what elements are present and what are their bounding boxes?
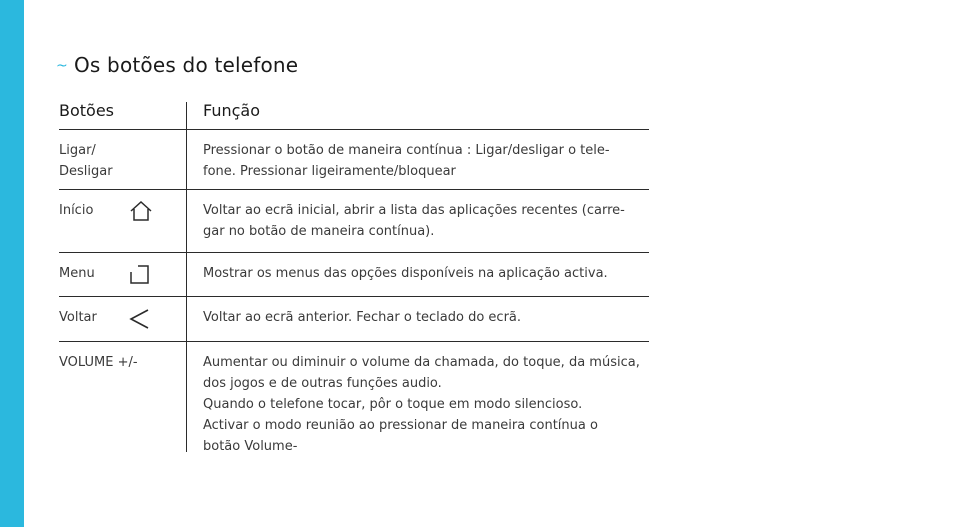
- header-buttons: Botões: [59, 101, 115, 120]
- buttons-table: [59, 98, 649, 460]
- function-line: Mostrar os menus das opções disponíveis na aplicação activa.: [203, 266, 608, 281]
- function-line: Voltar ao ecrã inicial, abrir a lista das aplicações recentes (carre-: [203, 203, 625, 218]
- function-line: Voltar ao ecrã anterior. Fechar o teclado do ecrã.: [203, 310, 522, 325]
- button-name: VOLUME +/-: [59, 355, 138, 370]
- function-text: [203, 263, 649, 284]
- button-name: Voltar: [59, 310, 97, 325]
- menu-icon: [129, 263, 151, 292]
- table-row: [59, 190, 649, 253]
- function-text: [203, 352, 649, 457]
- button-name: Início: [59, 203, 94, 218]
- table-row: [59, 297, 649, 342]
- home-icon: [129, 200, 153, 229]
- table-row: [59, 342, 649, 460]
- back-icon: [129, 308, 151, 337]
- accent-side-bar: [0, 0, 24, 527]
- function-line: Aumentar ou diminuir o volume da chamada, do toque, da música,: [203, 355, 640, 370]
- header-function: Função: [203, 101, 260, 120]
- table-row: [59, 253, 649, 297]
- section-title: Os botões do telefone: [73, 53, 299, 77]
- function-line: Pressionar o botão de maneira contínua : Ligar/desligar o tele-: [203, 143, 610, 158]
- table-row: [59, 130, 649, 190]
- tilde-bullet-icon: ~: [56, 58, 68, 74]
- button-name: Ligar/ Desligar: [59, 143, 113, 179]
- function-text: [203, 200, 649, 242]
- function-line: fone. Pressionar ligeiramente/bloquear: [203, 164, 456, 179]
- function-text: [203, 307, 649, 328]
- function-line: botão Volume-: [203, 439, 298, 454]
- function-line: Quando o telefone tocar, pôr o toque em modo silencioso.: [203, 397, 583, 412]
- function-line: gar no botão de maneira contínua).: [203, 224, 435, 239]
- function-line: Activar o modo reunião ao pressionar de maneira contínua o: [203, 418, 598, 433]
- function-line: dos jogos e de outras funções audio.: [203, 376, 442, 391]
- section-heading: [56, 53, 298, 77]
- function-text: [203, 140, 649, 182]
- button-name: Menu: [59, 266, 95, 281]
- table-header: [59, 98, 649, 130]
